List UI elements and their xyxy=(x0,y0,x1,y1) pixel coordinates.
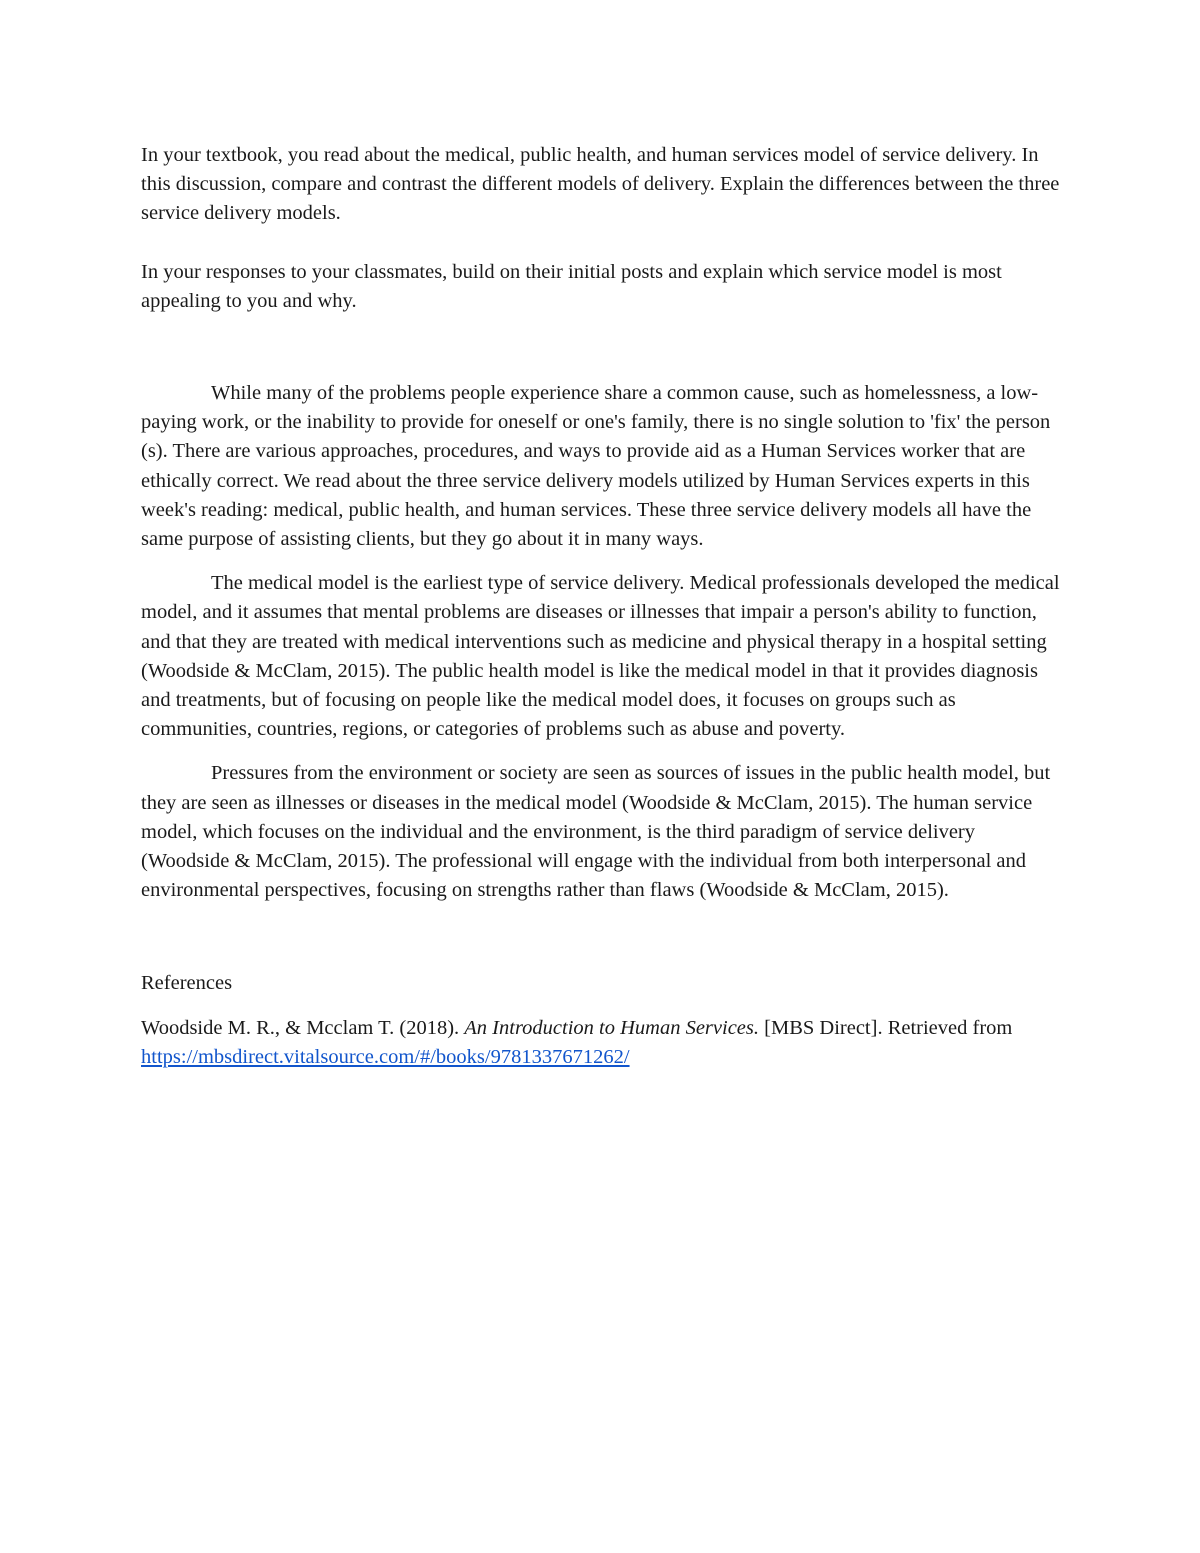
document-page xyxy=(141,141,1066,1072)
essay-paragraph-3: Pressures from the environment or society are seen as sources of issues in the public health model, but they are seen as illnesses or diseases in the medical model (Woodside & McClam, 2015). The human service model, which focuses on the individual and the environment, is the third paradigm of service delivery (Woodside & McClam, 2015). The professional will engage with the individual from both interpersonal and environmental perspectives, focusing on strengths rather than flaws (Woodside & McClam, 2015). xyxy=(141,762,1051,902)
reference-authors-year: Woodside M. R., & Mcclam T. (2018). xyxy=(141,1016,465,1039)
essay-paragraph-1: While many of the problems people experience share a common cause, such as homelessness, a low-paying work, or the inability to provide for oneself or one's family, there is no single solution to 'fix' the person (s). There are various approaches, procedures, and ways to provide aid as a Human Services worker that are ethically correct. We read about the three service delivery models utilized by Human Services experts in this week's reading: medical, public health, and human services. These three service delivery models all have the same purpose of assisting clients, but they go about it in many ways. xyxy=(141,382,1051,551)
reference-entry xyxy=(141,1014,1066,1072)
reference-url-link[interactable]: https://mbsdirect.vitalsource.com/#/books/9781337671262/ xyxy=(141,1045,630,1068)
prompt-paragraph-2: In your responses to your classmates, build on their initial posts and explain which service model is most appealing to you and why. xyxy=(141,260,1002,312)
reference-source: [MBS Direct]. Retrieved from xyxy=(759,1016,1013,1039)
reference-title: An Introduction to Human Services. xyxy=(464,1016,760,1039)
prompt-paragraph-1: In your textbook, you read about the medical, public health, and human services model of service delivery. In this discussion, compare and contrast the different models of delivery. Explain the differences between the three service delivery models. xyxy=(141,144,1060,225)
references-heading: References xyxy=(141,972,233,995)
essay-paragraph-2: The medical model is the earliest type of service delivery. Medical professionals developed the medical model, and it assumes that mental problems are diseases or illnesses that impair a person's ability to function, and that they are treated with medical interventions such as medicine and physical therapy in a hospital setting (Woodside & McClam, 2015). The public health model is like the medical model in that it provides diagnosis and treatments, but of focusing on people like the medical model does, it focuses on groups such as communities, countries, regions, or categories of problems such as abuse and poverty. xyxy=(141,572,1060,741)
